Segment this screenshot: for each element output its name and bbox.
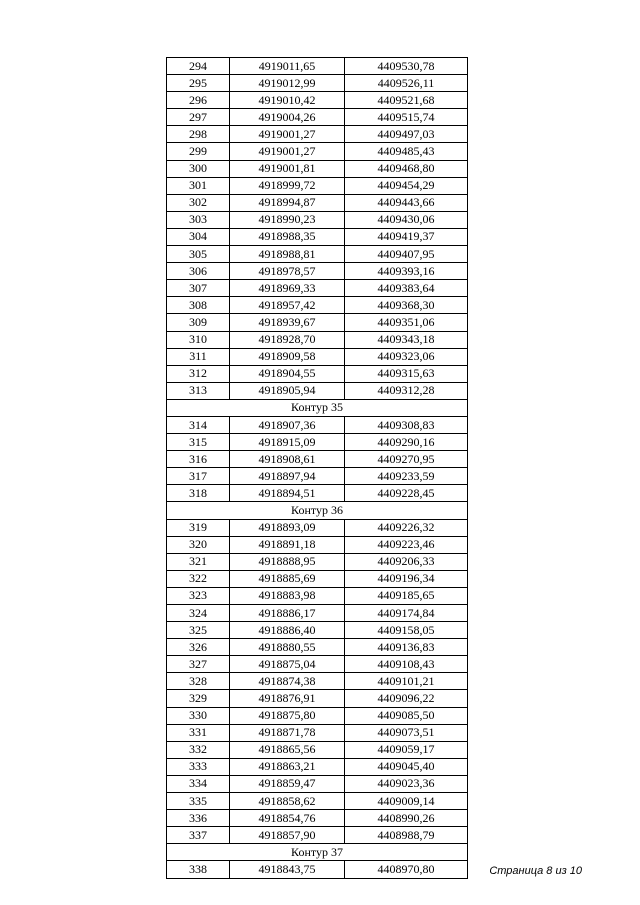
x-coordinate-cell: 4918891,18 xyxy=(230,536,345,553)
y-coordinate-cell: 4409023,36 xyxy=(345,775,468,792)
x-coordinate-cell: 4918999,72 xyxy=(230,177,345,194)
point-number-cell: 298 xyxy=(167,126,230,143)
y-coordinate-cell: 4408988,79 xyxy=(345,827,468,844)
table-row xyxy=(167,416,468,433)
x-coordinate-cell: 4918875,80 xyxy=(230,707,345,724)
y-coordinate-cell: 4408990,26 xyxy=(345,810,468,827)
y-coordinate-cell: 4409419,37 xyxy=(345,228,468,245)
point-number-cell: 328 xyxy=(167,673,230,690)
point-number-cell: 303 xyxy=(167,211,230,228)
table-row xyxy=(167,348,468,365)
x-coordinate-cell: 4918857,90 xyxy=(230,827,345,844)
table-row xyxy=(167,775,468,792)
table-row xyxy=(167,536,468,553)
x-coordinate-cell: 4918904,55 xyxy=(230,365,345,382)
y-coordinate-cell: 4409497,03 xyxy=(345,126,468,143)
table-row xyxy=(167,109,468,126)
point-number-cell: 316 xyxy=(167,451,230,468)
table-row xyxy=(167,280,468,297)
y-coordinate-cell: 4409323,06 xyxy=(345,348,468,365)
point-number-cell: 301 xyxy=(167,177,230,194)
point-number-cell: 332 xyxy=(167,741,230,758)
table-row xyxy=(167,331,468,348)
y-coordinate-cell: 4409312,28 xyxy=(345,382,468,399)
point-number-cell: 307 xyxy=(167,280,230,297)
point-number-cell: 313 xyxy=(167,382,230,399)
point-number-cell: 322 xyxy=(167,570,230,587)
table-row xyxy=(167,707,468,724)
point-number-cell: 312 xyxy=(167,365,230,382)
y-coordinate-cell: 4409485,43 xyxy=(345,143,468,160)
x-coordinate-cell: 4918876,91 xyxy=(230,690,345,707)
table-row xyxy=(167,673,468,690)
table-row xyxy=(167,861,468,878)
table-row xyxy=(167,451,468,468)
y-coordinate-cell: 4409393,16 xyxy=(345,263,468,280)
x-coordinate-cell: 4918907,36 xyxy=(230,416,345,433)
table-row xyxy=(167,639,468,656)
contour-header-row xyxy=(167,844,468,861)
table-row xyxy=(167,160,468,177)
point-number-cell: 333 xyxy=(167,758,230,775)
x-coordinate-cell: 4919001,81 xyxy=(230,160,345,177)
x-coordinate-cell: 4918843,75 xyxy=(230,861,345,878)
point-number-cell: 295 xyxy=(167,75,230,92)
y-coordinate-cell: 4408970,80 xyxy=(345,861,468,878)
point-number-cell: 327 xyxy=(167,656,230,673)
point-number-cell: 314 xyxy=(167,416,230,433)
y-coordinate-cell: 4409009,14 xyxy=(345,793,468,810)
y-coordinate-cell: 4409158,05 xyxy=(345,622,468,639)
point-number-cell: 321 xyxy=(167,553,230,570)
table-row xyxy=(167,485,468,502)
contour-label: Контур 37 xyxy=(167,844,468,861)
y-coordinate-cell: 4409443,66 xyxy=(345,194,468,211)
point-number-cell: 338 xyxy=(167,861,230,878)
y-coordinate-cell: 4409085,50 xyxy=(345,707,468,724)
point-number-cell: 330 xyxy=(167,707,230,724)
point-number-cell: 319 xyxy=(167,519,230,536)
page-number: Страница 8 из 10 xyxy=(489,865,582,877)
point-number-cell: 299 xyxy=(167,143,230,160)
y-coordinate-cell: 4409073,51 xyxy=(345,724,468,741)
y-coordinate-cell: 4409515,74 xyxy=(345,109,468,126)
y-coordinate-cell: 4409196,34 xyxy=(345,570,468,587)
x-coordinate-cell: 4918875,04 xyxy=(230,656,345,673)
table-row xyxy=(167,724,468,741)
x-coordinate-cell: 4918874,38 xyxy=(230,673,345,690)
y-coordinate-cell: 4409206,33 xyxy=(345,553,468,570)
point-number-cell: 329 xyxy=(167,690,230,707)
table-row xyxy=(167,656,468,673)
table-row xyxy=(167,228,468,245)
x-coordinate-cell: 4918939,67 xyxy=(230,314,345,331)
y-coordinate-cell: 4409383,64 xyxy=(345,280,468,297)
point-number-cell: 337 xyxy=(167,827,230,844)
point-number-cell: 335 xyxy=(167,793,230,810)
y-coordinate-cell: 4409136,83 xyxy=(345,639,468,656)
table-row xyxy=(167,177,468,194)
y-coordinate-cell: 4409521,68 xyxy=(345,92,468,109)
x-coordinate-cell: 4918990,23 xyxy=(230,211,345,228)
y-coordinate-cell: 4409343,18 xyxy=(345,331,468,348)
y-coordinate-cell: 4409308,83 xyxy=(345,416,468,433)
table-row xyxy=(167,827,468,844)
x-coordinate-cell: 4918905,94 xyxy=(230,382,345,399)
table-body xyxy=(167,58,468,879)
point-number-cell: 305 xyxy=(167,246,230,263)
y-coordinate-cell: 4409468,80 xyxy=(345,160,468,177)
table-row xyxy=(167,810,468,827)
x-coordinate-cell: 4919010,42 xyxy=(230,92,345,109)
point-number-cell: 336 xyxy=(167,810,230,827)
point-number-cell: 309 xyxy=(167,314,230,331)
x-coordinate-cell: 4918858,62 xyxy=(230,793,345,810)
y-coordinate-cell: 4409270,95 xyxy=(345,451,468,468)
table-row xyxy=(167,194,468,211)
table-row xyxy=(167,758,468,775)
x-coordinate-cell: 4918969,33 xyxy=(230,280,345,297)
point-number-cell: 318 xyxy=(167,485,230,502)
y-coordinate-cell: 4409045,40 xyxy=(345,758,468,775)
contour-header-row xyxy=(167,399,468,416)
table-row xyxy=(167,434,468,451)
y-coordinate-cell: 4409223,46 xyxy=(345,536,468,553)
y-coordinate-cell: 4409430,06 xyxy=(345,211,468,228)
point-number-cell: 315 xyxy=(167,434,230,451)
table-row xyxy=(167,126,468,143)
table-row xyxy=(167,741,468,758)
x-coordinate-cell: 4918978,57 xyxy=(230,263,345,280)
y-coordinate-cell: 4409407,95 xyxy=(345,246,468,263)
point-number-cell: 300 xyxy=(167,160,230,177)
point-number-cell: 308 xyxy=(167,297,230,314)
x-coordinate-cell: 4918865,56 xyxy=(230,741,345,758)
y-coordinate-cell: 4409368,30 xyxy=(345,297,468,314)
x-coordinate-cell: 4918871,78 xyxy=(230,724,345,741)
x-coordinate-cell: 4919001,27 xyxy=(230,143,345,160)
x-coordinate-cell: 4918908,61 xyxy=(230,451,345,468)
coordinates-table xyxy=(166,57,468,879)
y-coordinate-cell: 4409185,65 xyxy=(345,587,468,604)
point-number-cell: 297 xyxy=(167,109,230,126)
point-number-cell: 302 xyxy=(167,194,230,211)
y-coordinate-cell: 4409530,78 xyxy=(345,58,468,75)
table-row xyxy=(167,605,468,622)
x-coordinate-cell: 4918883,98 xyxy=(230,587,345,604)
point-number-cell: 306 xyxy=(167,263,230,280)
x-coordinate-cell: 4918957,42 xyxy=(230,297,345,314)
table-row xyxy=(167,58,468,75)
table-row xyxy=(167,382,468,399)
x-coordinate-cell: 4918994,87 xyxy=(230,194,345,211)
table-row xyxy=(167,468,468,485)
y-coordinate-cell: 4409059,17 xyxy=(345,741,468,758)
x-coordinate-cell: 4918988,81 xyxy=(230,246,345,263)
point-number-cell: 331 xyxy=(167,724,230,741)
table-row xyxy=(167,314,468,331)
y-coordinate-cell: 4409315,63 xyxy=(345,365,468,382)
x-coordinate-cell: 4919001,27 xyxy=(230,126,345,143)
table-row xyxy=(167,246,468,263)
point-number-cell: 323 xyxy=(167,587,230,604)
point-number-cell: 325 xyxy=(167,622,230,639)
table-row xyxy=(167,365,468,382)
table-row xyxy=(167,263,468,280)
x-coordinate-cell: 4918915,09 xyxy=(230,434,345,451)
point-number-cell: 326 xyxy=(167,639,230,656)
x-coordinate-cell: 4919011,65 xyxy=(230,58,345,75)
y-coordinate-cell: 4409290,16 xyxy=(345,434,468,451)
table-row xyxy=(167,211,468,228)
y-coordinate-cell: 4409101,21 xyxy=(345,673,468,690)
table-row xyxy=(167,587,468,604)
point-number-cell: 317 xyxy=(167,468,230,485)
y-coordinate-cell: 4409174,84 xyxy=(345,605,468,622)
x-coordinate-cell: 4918988,35 xyxy=(230,228,345,245)
x-coordinate-cell: 4919012,99 xyxy=(230,75,345,92)
x-coordinate-cell: 4918909,58 xyxy=(230,348,345,365)
x-coordinate-cell: 4918886,17 xyxy=(230,605,345,622)
y-coordinate-cell: 4409351,06 xyxy=(345,314,468,331)
x-coordinate-cell: 4918888,95 xyxy=(230,553,345,570)
table-row xyxy=(167,622,468,639)
contour-header-row xyxy=(167,502,468,519)
x-coordinate-cell: 4918886,40 xyxy=(230,622,345,639)
x-coordinate-cell: 4918893,09 xyxy=(230,519,345,536)
point-number-cell: 311 xyxy=(167,348,230,365)
point-number-cell: 320 xyxy=(167,536,230,553)
point-number-cell: 334 xyxy=(167,775,230,792)
y-coordinate-cell: 4409233,59 xyxy=(345,468,468,485)
point-number-cell: 294 xyxy=(167,58,230,75)
y-coordinate-cell: 4409526,11 xyxy=(345,75,468,92)
x-coordinate-cell: 4918894,51 xyxy=(230,485,345,502)
contour-label: Контур 36 xyxy=(167,502,468,519)
y-coordinate-cell: 4409108,43 xyxy=(345,656,468,673)
x-coordinate-cell: 4918928,70 xyxy=(230,331,345,348)
table-row xyxy=(167,92,468,109)
x-coordinate-cell: 4918859,47 xyxy=(230,775,345,792)
x-coordinate-cell: 4919004,26 xyxy=(230,109,345,126)
table-row xyxy=(167,690,468,707)
table-row xyxy=(167,553,468,570)
table-row xyxy=(167,75,468,92)
point-number-cell: 324 xyxy=(167,605,230,622)
y-coordinate-cell: 4409454,29 xyxy=(345,177,468,194)
point-number-cell: 304 xyxy=(167,228,230,245)
contour-label: Контур 35 xyxy=(167,399,468,416)
y-coordinate-cell: 4409096,22 xyxy=(345,690,468,707)
x-coordinate-cell: 4918854,76 xyxy=(230,810,345,827)
table-row xyxy=(167,143,468,160)
x-coordinate-cell: 4918880,55 xyxy=(230,639,345,656)
table-row xyxy=(167,793,468,810)
y-coordinate-cell: 4409228,45 xyxy=(345,485,468,502)
point-number-cell: 310 xyxy=(167,331,230,348)
table-row xyxy=(167,519,468,536)
x-coordinate-cell: 4918863,21 xyxy=(230,758,345,775)
point-number-cell: 296 xyxy=(167,92,230,109)
x-coordinate-cell: 4918897,94 xyxy=(230,468,345,485)
y-coordinate-cell: 4409226,32 xyxy=(345,519,468,536)
table-row xyxy=(167,570,468,587)
x-coordinate-cell: 4918885,69 xyxy=(230,570,345,587)
table-row xyxy=(167,297,468,314)
